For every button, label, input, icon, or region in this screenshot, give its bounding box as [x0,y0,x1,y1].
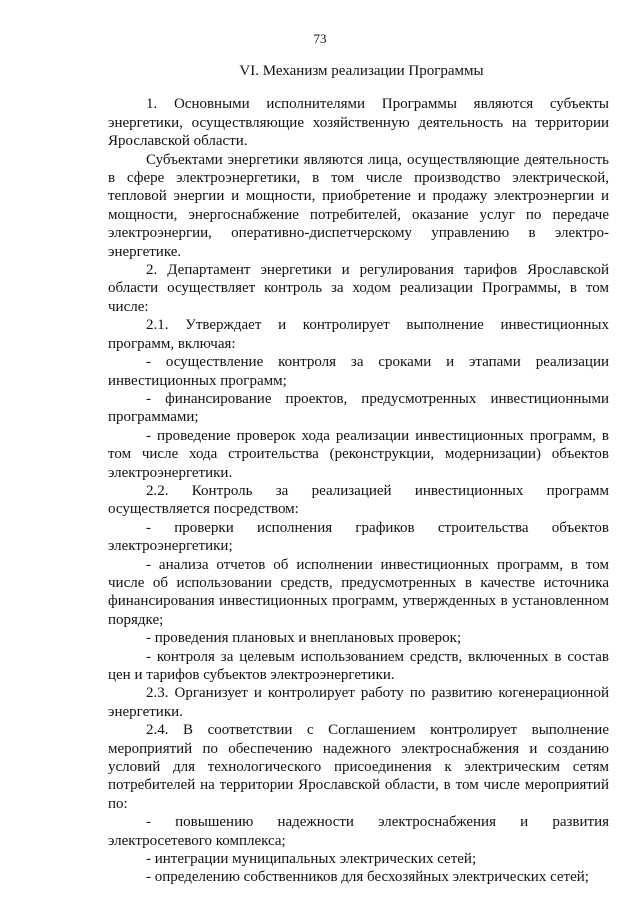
list-item: - финансирование проектов, предусмотренных инвестиционными программами; [108,390,609,426]
list-item: - анализа отчетов об исполнении инвестиционных программ, в том числе об использовании средств, предусмотренных в качестве источника финансирования инвестиционных программ, утвержденных в установленном порядке; [108,556,609,628]
list-item: - интеграции муниципальных электрических сетей; [146,851,477,868]
paragraph: 2.3. Организует и контролирует работу по развитию когенерационной энергетики. [108,685,609,720]
paragraph: 2.2. Контроль за реализацией инвестиционных программ осуществляется посредством: [108,482,609,518]
list-item: - проведения плановых и внеплановых проверок; [146,630,462,647]
page-number: 73 [313,31,327,46]
document-body [108,62,609,887]
list-item: - определению собственников для бесхозяйных электрических сетей; [146,869,589,886]
section-heading: VI. Механизм реализации Программы [239,63,484,79]
paragraph: 2.4. В соответствии с Соглашением контролирует выполнение мероприятий по обеспечению надежного электроснабжения и созданию условий для технологического присоединения к электрическим сетям потребителей на территории Ярославской области, в том числе мероприятий по: [108,722,609,812]
paragraph: 2.1. Утверждает и контролирует выполнение инвестиционных программ, включая: [108,317,609,352]
list-item: - контроля за целевым использованием средств, включенных в состав цен и тарифов субъектов электроэнергетики. [108,648,609,683]
paragraph: Субъектами энергетики являются лица, осуществляющие деятельность в сфере электроэнергетики, в том числе производство электрической, тепловой энергии и мощности, приобретение и продажу электроэнергии и мощности, энергоснабжение потребителей, оказание услуг по передаче электроэнергии, оперативно-диспетчерскому управлению в электро-энергетике. [108,151,609,260]
list-item: - проведение проверок хода реализации инвестиционных программ, в том числе хода строительства (реконструкции, модернизации) объектов электроэнергетики. [108,427,609,481]
list-item: - повышению надежности электроснабжения и развития электросетевого комплекса; [108,814,609,849]
list-item: - осуществление контроля за сроками и этапами реализации инвестиционных программ; [108,354,609,389]
paragraph: 1. Основными исполнителями Программы являются субъекты энергетики, осуществляющие хозяйственную деятельность на территории Ярославской области. [108,96,609,150]
list-item: - проверки исполнения графиков строительства объектов электроэнергетики; [108,519,609,555]
paragraph: 2. Департамент энергетики и регулирования тарифов Ярославской области осуществляет контроль за ходом реализации Программы, в том числе: [108,262,609,315]
